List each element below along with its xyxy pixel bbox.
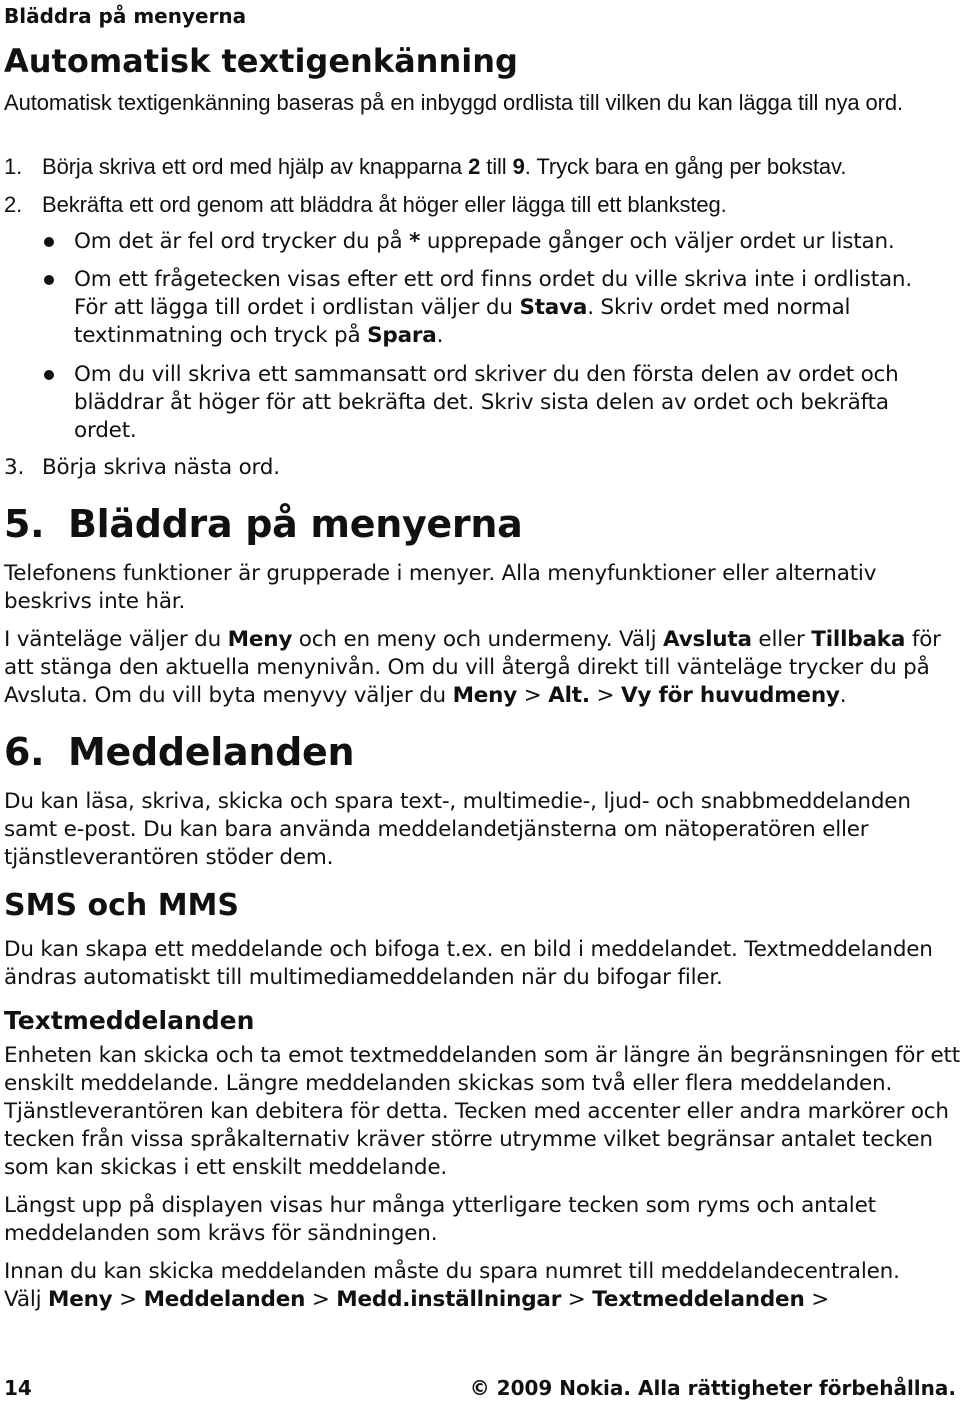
menu-path-item: Meny: [48, 1287, 113, 1312]
copyright: © 2009 Nokia. Alla rättigheter förbehållna.: [469, 1376, 956, 1400]
bullet-text: Om du vill skriva ett sammansatt ord skriver du den första delen av ordet och bläddrar åt höger för att bekräfta det. Skriv sista delen av ordet och bekräfta ordet.: [74, 362, 899, 443]
chapter-5-p1: Telefonens funktioner är grupperade i menyer. Alla menyfunktioner eller alternativ beskrivs inte här.: [4, 561, 877, 614]
running-header: Bläddra på menyerna: [4, 4, 247, 28]
sms-mms-heading: SMS och MMS: [4, 888, 240, 923]
bullet-text: Om ett frågetecken visas efter ett ord finns ordet du ville skriva inte i ordlistan. För att lägga till ordet i ordlistan väljer du Stava. Skriv ordet med normal textinmatning och tryck på Spara.: [74, 267, 912, 348]
key-2: 2: [468, 154, 481, 179]
chapter-title: Meddelanden: [68, 730, 355, 774]
section-title-auto: Automatisk textigenkänning: [4, 42, 518, 80]
chapter-5-p2: I vänteläge väljer du Meny och en meny och undermeny. Välj Avsluta eller Tillbaka för att stänga den aktuella menynivån. Om du vill återgå direkt till vänteläge trycker du på Avsluta. Om du vill byta menyvy väljer du Meny > Alt. > Vy för huvudmeny.: [4, 627, 941, 708]
textmeddelanden-p2: Längst upp på displayen visas hur många ytterligare tecken som ryms och antalet meddelanden som krävs för sändningen.: [4, 1193, 876, 1246]
step-2: [4, 192, 960, 218]
menu-path-item: Meddelanden: [143, 1287, 306, 1312]
menu-path-item: Medd.inställningar: [336, 1287, 562, 1312]
sms-mms-p1: Du kan skapa ett meddelande och bifoga t.ex. en bild i meddelandet. Textmeddelanden ändras automatiskt till multimediameddelanden när du bifogar filer.: [4, 937, 933, 990]
page-number: 14: [4, 1376, 32, 1400]
step-text: . Tryck bara en gång per bokstav.: [524, 154, 847, 179]
chapter-6-heading: [4, 730, 354, 774]
bullet-icon: [44, 275, 54, 285]
chapter-number: 6.: [4, 730, 45, 774]
step-1: [4, 154, 960, 180]
textmeddelanden-p3: Innan du kan skicka meddelanden måste du spara numret till meddelandecentralen. Välj Meny > Meddelanden > Medd.inställningar > Textmeddelanden >: [4, 1259, 900, 1312]
step-text: till: [480, 154, 513, 179]
bullet-text: Om det är fel ord trycker du på * upprepade gånger och väljer ordet ur listan.: [74, 229, 895, 254]
step-number: 2.: [4, 192, 23, 217]
chapter-title: Bläddra på menyerna: [68, 502, 523, 546]
step-number: 3.: [4, 455, 25, 480]
textmeddelanden-heading: Textmeddelanden: [4, 1006, 255, 1035]
key-9: 9: [512, 154, 525, 179]
chapter-number: 5.: [4, 502, 45, 546]
step-3: [4, 454, 960, 482]
bullet-icon: [44, 237, 54, 247]
chapter-5-heading: [4, 502, 522, 546]
step-number: 1.: [4, 154, 23, 179]
menu-path-item: Textmeddelanden: [592, 1287, 805, 1312]
chapter-6-p1: Du kan läsa, skriva, skicka och spara text-, multimedie-, ljud- och snabbmeddelanden samt e-post. Du kan bara använda meddelandetjänsterna om nätoperatören eller tjänstleverantören stöder dem.: [4, 789, 911, 870]
step-text: Bekräfta ett ord genom att bläddra åt höger eller lägga till ett blanksteg.: [42, 192, 727, 217]
step-text: Börja skriva ett ord med hjälp av knapparna: [42, 154, 469, 179]
auto-intro: Automatisk textigenkänning baseras på en inbyggd ordlista till vilken du kan lägga till nya ord.: [4, 90, 904, 115]
textmeddelanden-p1: Enheten kan skicka och ta emot textmeddelanden som är längre än begränsningen för ett enskilt meddelande. Längre meddelanden skickas som två eller flera meddelanden. Tjänstleverantören kan debitera för detta. Tecken med accenter eller andra markörer och tecken från vissa språkalternativ kräver större utrymme vilket begränsar antalet tecken som kan skickas i ett enskilt meddelande.: [4, 1043, 960, 1180]
step-text: Börja skriva nästa ord.: [42, 455, 280, 480]
bullet-icon: [44, 370, 54, 380]
